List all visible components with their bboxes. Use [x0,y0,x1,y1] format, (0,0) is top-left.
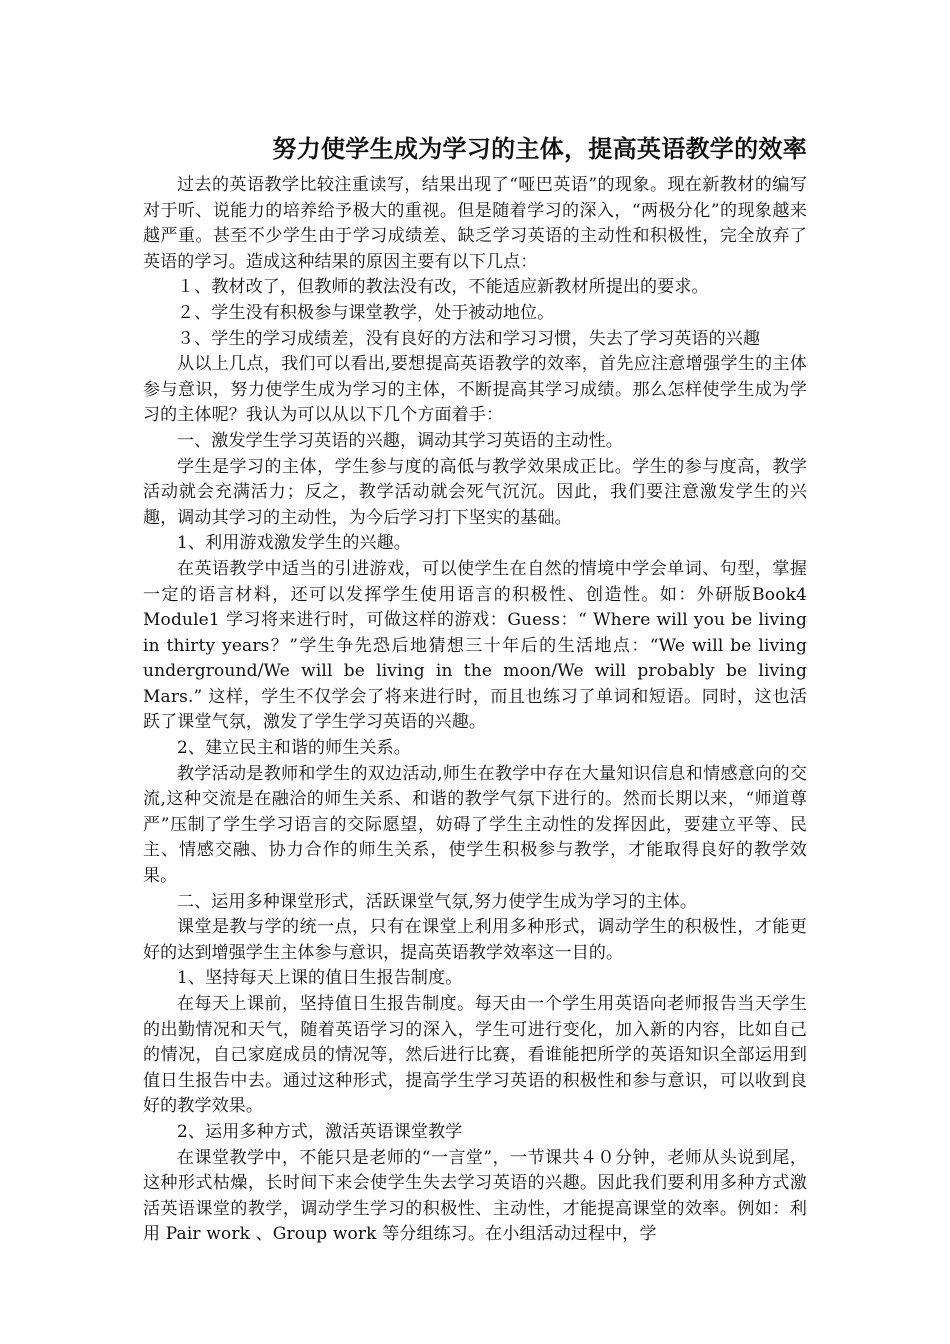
document-title: 努力使学生成为学习的主体，提高英语教学的效率 [272,135,807,163]
subheading-duty-report: 1、坚持每天上课的值日生报告制度。 [177,968,463,989]
paragraph-intro: 过去的英语教学比较注重读写，结果出现了“哑巴英语”的现象。现在新教材的编写对于听、说能力的培养给予极大的重视。但是随着学习的深入，“两极分化”的现象越来越严重。甚至不少学生由于学习成绩差、缺乏学习英语的主动性和积极性，完全放弃了英语的学习。造成这种结果的原因主要有以下几点： [143,175,807,272]
paragraph-relationship: 教学活动是教师和学生的双边活动,师生在教学中存在大量知识信息和情感意向的交流,这种交流是在融洽的师生关系、和谐的教学气氛下进行的。然而长期以来，“师道尊严”压制了学生学习语言的交际愿望，妨碍了学生主动性的发挥因此，要建立平等、民主、情感交融、协力合作的师生关系，使学生积极参与教学，才能取得良好的教学效果。 [143,763,807,887]
paragraph-section-1: 学生是学习的主体，学生参与度的高低与教学效果成正比。学生的参与度高，教学活动就会充满活力；反之，教学活动就会死气沉沉。因此，我们要注意激发学生的兴趣，调动其学习的主动性，为今后学习打下坚实的基础。 [143,456,807,528]
paragraph-reason-1: １、教材改了，但教师的教法没有改，不能适应新教材所提出的要求。 [177,277,709,298]
paragraph-methods: 在课堂教学中，不能只是老师的“一言堂”，一节课共４０分钟，老师从头说到尾，这种形式枯燥，长时间下来会使学生失去学习英语的兴趣。因此我们要利用多种方式激活英语课堂的教学，调动学生学习的积极性、主动性，才能提高课堂的效率。例如：利用 Pair work 、Group work 等分组练习。在小组活动过程中，学 [143,1147,807,1245]
paragraph-duty-report: 在每天上课前，坚持值日生报告制度。每天由一个学生用英语向老师报告当天学生的出勤情况和天气，随着英语学习的深入，学生可进行变化，加入新的内容，比如自己的情况，自己家庭成员的情况等，然后进行比赛，看谁能把所学的英语知识全部运用到值日生报告中去。通过这种形式，提高学生学习英语的积极性和参与意识，可以收到良好的教学效果。 [143,994,807,1117]
section-heading-1: 一、激发学生学习英语的兴趣，调动其学习英语的主动性。 [177,430,623,451]
paragraph-section-2: 课堂是教与学的统一点，只有在课堂上利用多种形式，调动学生的积极性，才能更好的达到增强学生主体参与意识，提高英语教学效率这一目的。 [143,917,807,963]
paragraph-reason-2: ２、学生没有积极参与课堂教学，处于被动地位。 [177,302,555,323]
subheading-methods: 2、运用多种方式，激活英语课堂教学 [177,1121,463,1142]
document-body [143,132,807,1248]
paragraph-reason-3: ３、学生的学习成绩差，没有良好的方法和学习习惯，失去了学习英语的兴趣 [177,328,761,349]
paragraph-thesis: 从以上几点，我们可以看出,要想提高英语教学的效率，首先应注意增强学生的主体参与意识，努力使学生成为学习的主体，不断提高其学习成绩。那么怎样使学生成为学习的主体呢？我认为可以从以下几个方面着手： [143,354,807,426]
subheading-games: 1、利用游戏激发学生的兴趣。 [177,533,411,554]
paragraph-games: 在英语教学中适当的引进游戏，可以使学生在自然的情境中学会单词、句型，掌握一定的语言材料，还可以发挥学生使用语言的积极性、创造性。如：外研版Book4 Module1 学习将来进行时，可做这样的游戏：Guess：“ Where will you be living in thirty years？”学生争先恐后地猜想三十年后的生活地点：“We will be living underground/We will be living in the moon/We will probably be living Mars.” 这样，学生不仅学会了将来进行时，而且也练习了单词和短语。同时，这也活跃了课堂气氛，激发了学生学习英语的兴趣。 [143,558,807,733]
section-heading-2: 二、运用多种课堂形式，活跃课堂气氛,努力使学生成为学习的主体。 [177,891,698,912]
subheading-relationship: 2、建立民主和谐的师生关系。 [177,738,411,759]
